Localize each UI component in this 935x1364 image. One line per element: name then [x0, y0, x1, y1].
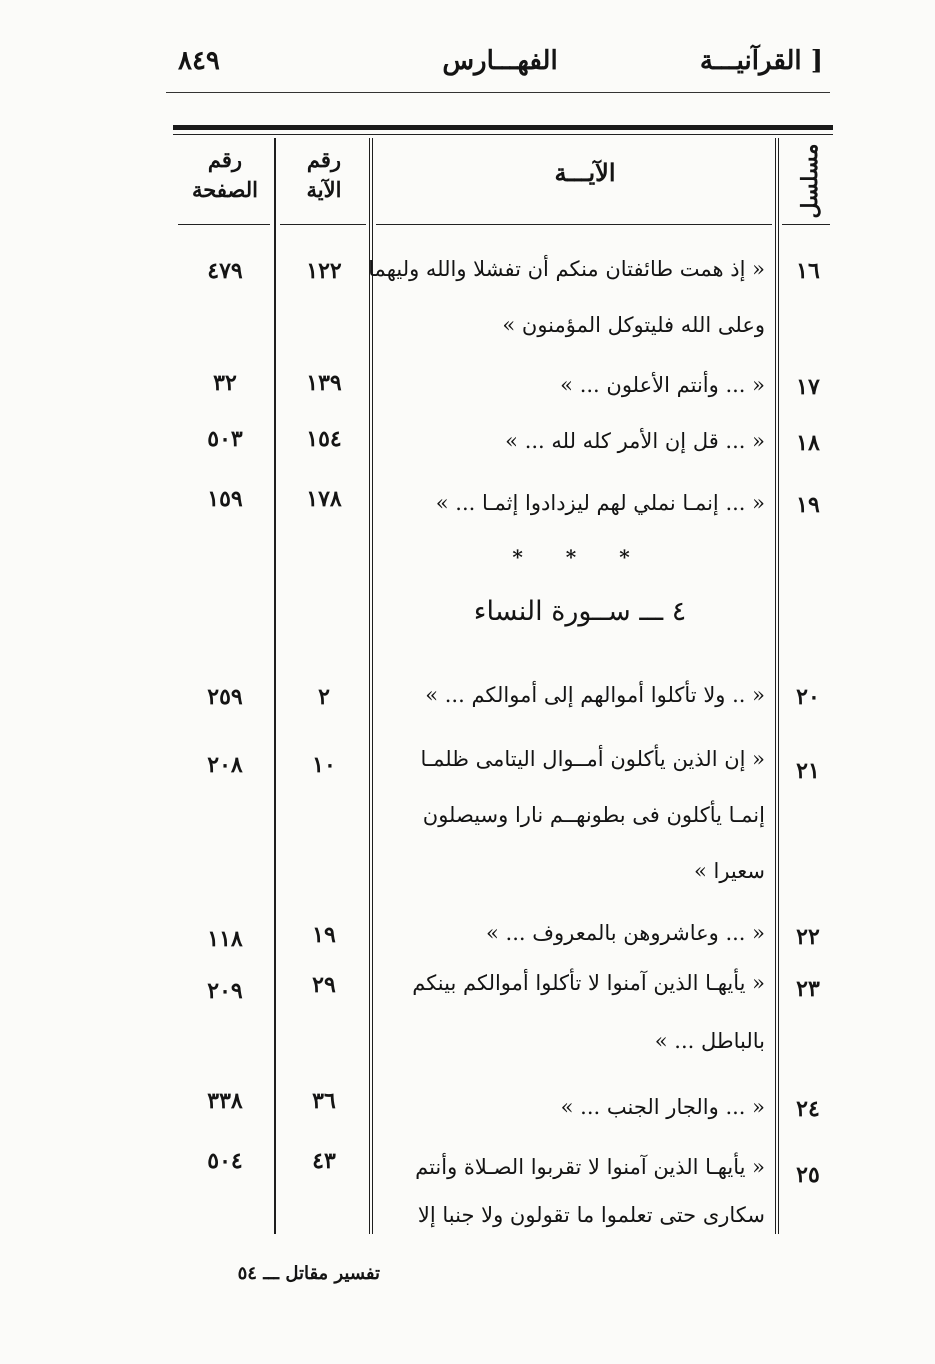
- footer-signature: تفسير مقاتل ـــ ٥٤: [237, 1263, 380, 1284]
- row-page-number: ٥٠٤: [207, 1148, 243, 1174]
- column-divider-page-verse: [274, 138, 276, 1234]
- verse-line: « ... والجار الجنب ... »: [560, 1095, 765, 1119]
- row-verse-number: ٤٣: [312, 1148, 336, 1174]
- header-rule: [166, 92, 830, 93]
- row-verse-number: ١٩: [312, 922, 336, 948]
- row-page-number: ١٥٩: [207, 486, 243, 512]
- verse-line: بالباطل ... »: [654, 1029, 765, 1053]
- column-divider-text-serial: [775, 138, 779, 1234]
- row-serial: ٢٥: [796, 1162, 820, 1188]
- row-serial: ٢١: [796, 758, 820, 784]
- row-page-number: ٥٠٣: [207, 426, 243, 452]
- column-header-page-number: رقم الصفحة: [192, 147, 258, 202]
- row-verse-number: ٣٦: [312, 1088, 336, 1114]
- column-header-verse-number: رقم الآية: [306, 147, 342, 202]
- row-serial: ٢٣: [796, 976, 820, 1002]
- row-serial: ١٨: [796, 430, 820, 456]
- row-page-number: ٢٠٨: [207, 752, 243, 778]
- verse-line: « ... وأنتم الأعلون ... »: [560, 373, 765, 397]
- row-page-number: ٤٧٩: [207, 258, 243, 284]
- row-verse-number: ١٥٤: [306, 426, 342, 452]
- verse-line: « ... وعاشروهن بالمعروف ... »: [486, 921, 765, 945]
- row-page-number: ٢٥٩: [207, 684, 243, 710]
- header-underline-page: [178, 224, 270, 225]
- verse-line: « ... قل إن الأمر كله لله ... »: [505, 429, 765, 453]
- verse-line: « إذ همت طائفتان منكم أن تفشلا والله وليهما: [368, 257, 765, 281]
- verse-line: « إن الذين يأكلون أمــوال اليتامى ظلمـا: [420, 747, 765, 771]
- verse-line: « يأيهـا الذين آمنوا لا تأكلوا أموالكم بينكم: [412, 971, 765, 995]
- row-page-number: ٢٠٩: [207, 978, 243, 1004]
- verse-line: سعيرا »: [693, 859, 765, 883]
- row-page-number: ١١٨: [207, 926, 243, 952]
- verse-line: « .. ولا تأكلوا أموالهم إلى أموالكم ... »: [425, 683, 765, 707]
- header-underline-serial: [782, 224, 830, 225]
- header-underline-verse: [376, 224, 772, 225]
- row-verse-number: ٢: [318, 684, 330, 710]
- row-verse-number: ١٣٩: [306, 370, 342, 396]
- row-verse-number: ٢٩: [312, 972, 336, 998]
- row-verse-number: ١٧٨: [306, 486, 342, 512]
- section-separator: * * *: [512, 545, 648, 569]
- page-number: ٨٤٩: [178, 46, 220, 76]
- verse-line: « يأيهـا الذين آمنوا لا تقربوا الصـلاة وأنتم: [415, 1155, 765, 1179]
- row-serial: ٢٤: [796, 1096, 820, 1122]
- row-verse-number: ١٠: [312, 752, 336, 778]
- verse-line: وعلى الله فليتوكل المؤمنون »: [502, 313, 765, 337]
- table-top-rule-thick: [173, 125, 833, 130]
- row-verse-number: ١٢٢: [306, 258, 342, 284]
- row-serial: ١٩: [796, 492, 820, 518]
- header-underline-verse-no: [280, 224, 366, 225]
- verse-line: سكارى حتى تعلموا ما تقولون ولا جنبا إلا: [417, 1203, 765, 1227]
- row-page-number: ٣٣٨: [207, 1088, 243, 1114]
- verse-line: « ... إنمـا نملي لهم ليزدادوا إثمـا ... »: [435, 491, 765, 515]
- column-header-serial: مسلسل: [797, 143, 823, 219]
- row-serial: ٢٢: [796, 924, 820, 950]
- header-center-title: الفهـــارس: [442, 46, 558, 76]
- column-header-verse: الآيـــة: [554, 158, 616, 187]
- row-serial: ١٦: [796, 258, 820, 284]
- row-page-number: ٣٢: [213, 370, 237, 396]
- column-divider-verse-number-text: [369, 138, 373, 1234]
- row-serial: ٢٠: [796, 684, 820, 710]
- verse-line: إنمـا يأكلون فى بطونهــم نارا وسيصلون: [422, 803, 765, 827]
- header-section-title: القرآنيـــة ]: [699, 46, 823, 76]
- sura-heading: ٤ ـــ ســورة النساء: [473, 596, 687, 627]
- table-top-rule-thin: [173, 134, 833, 135]
- row-serial: ١٧: [796, 374, 820, 400]
